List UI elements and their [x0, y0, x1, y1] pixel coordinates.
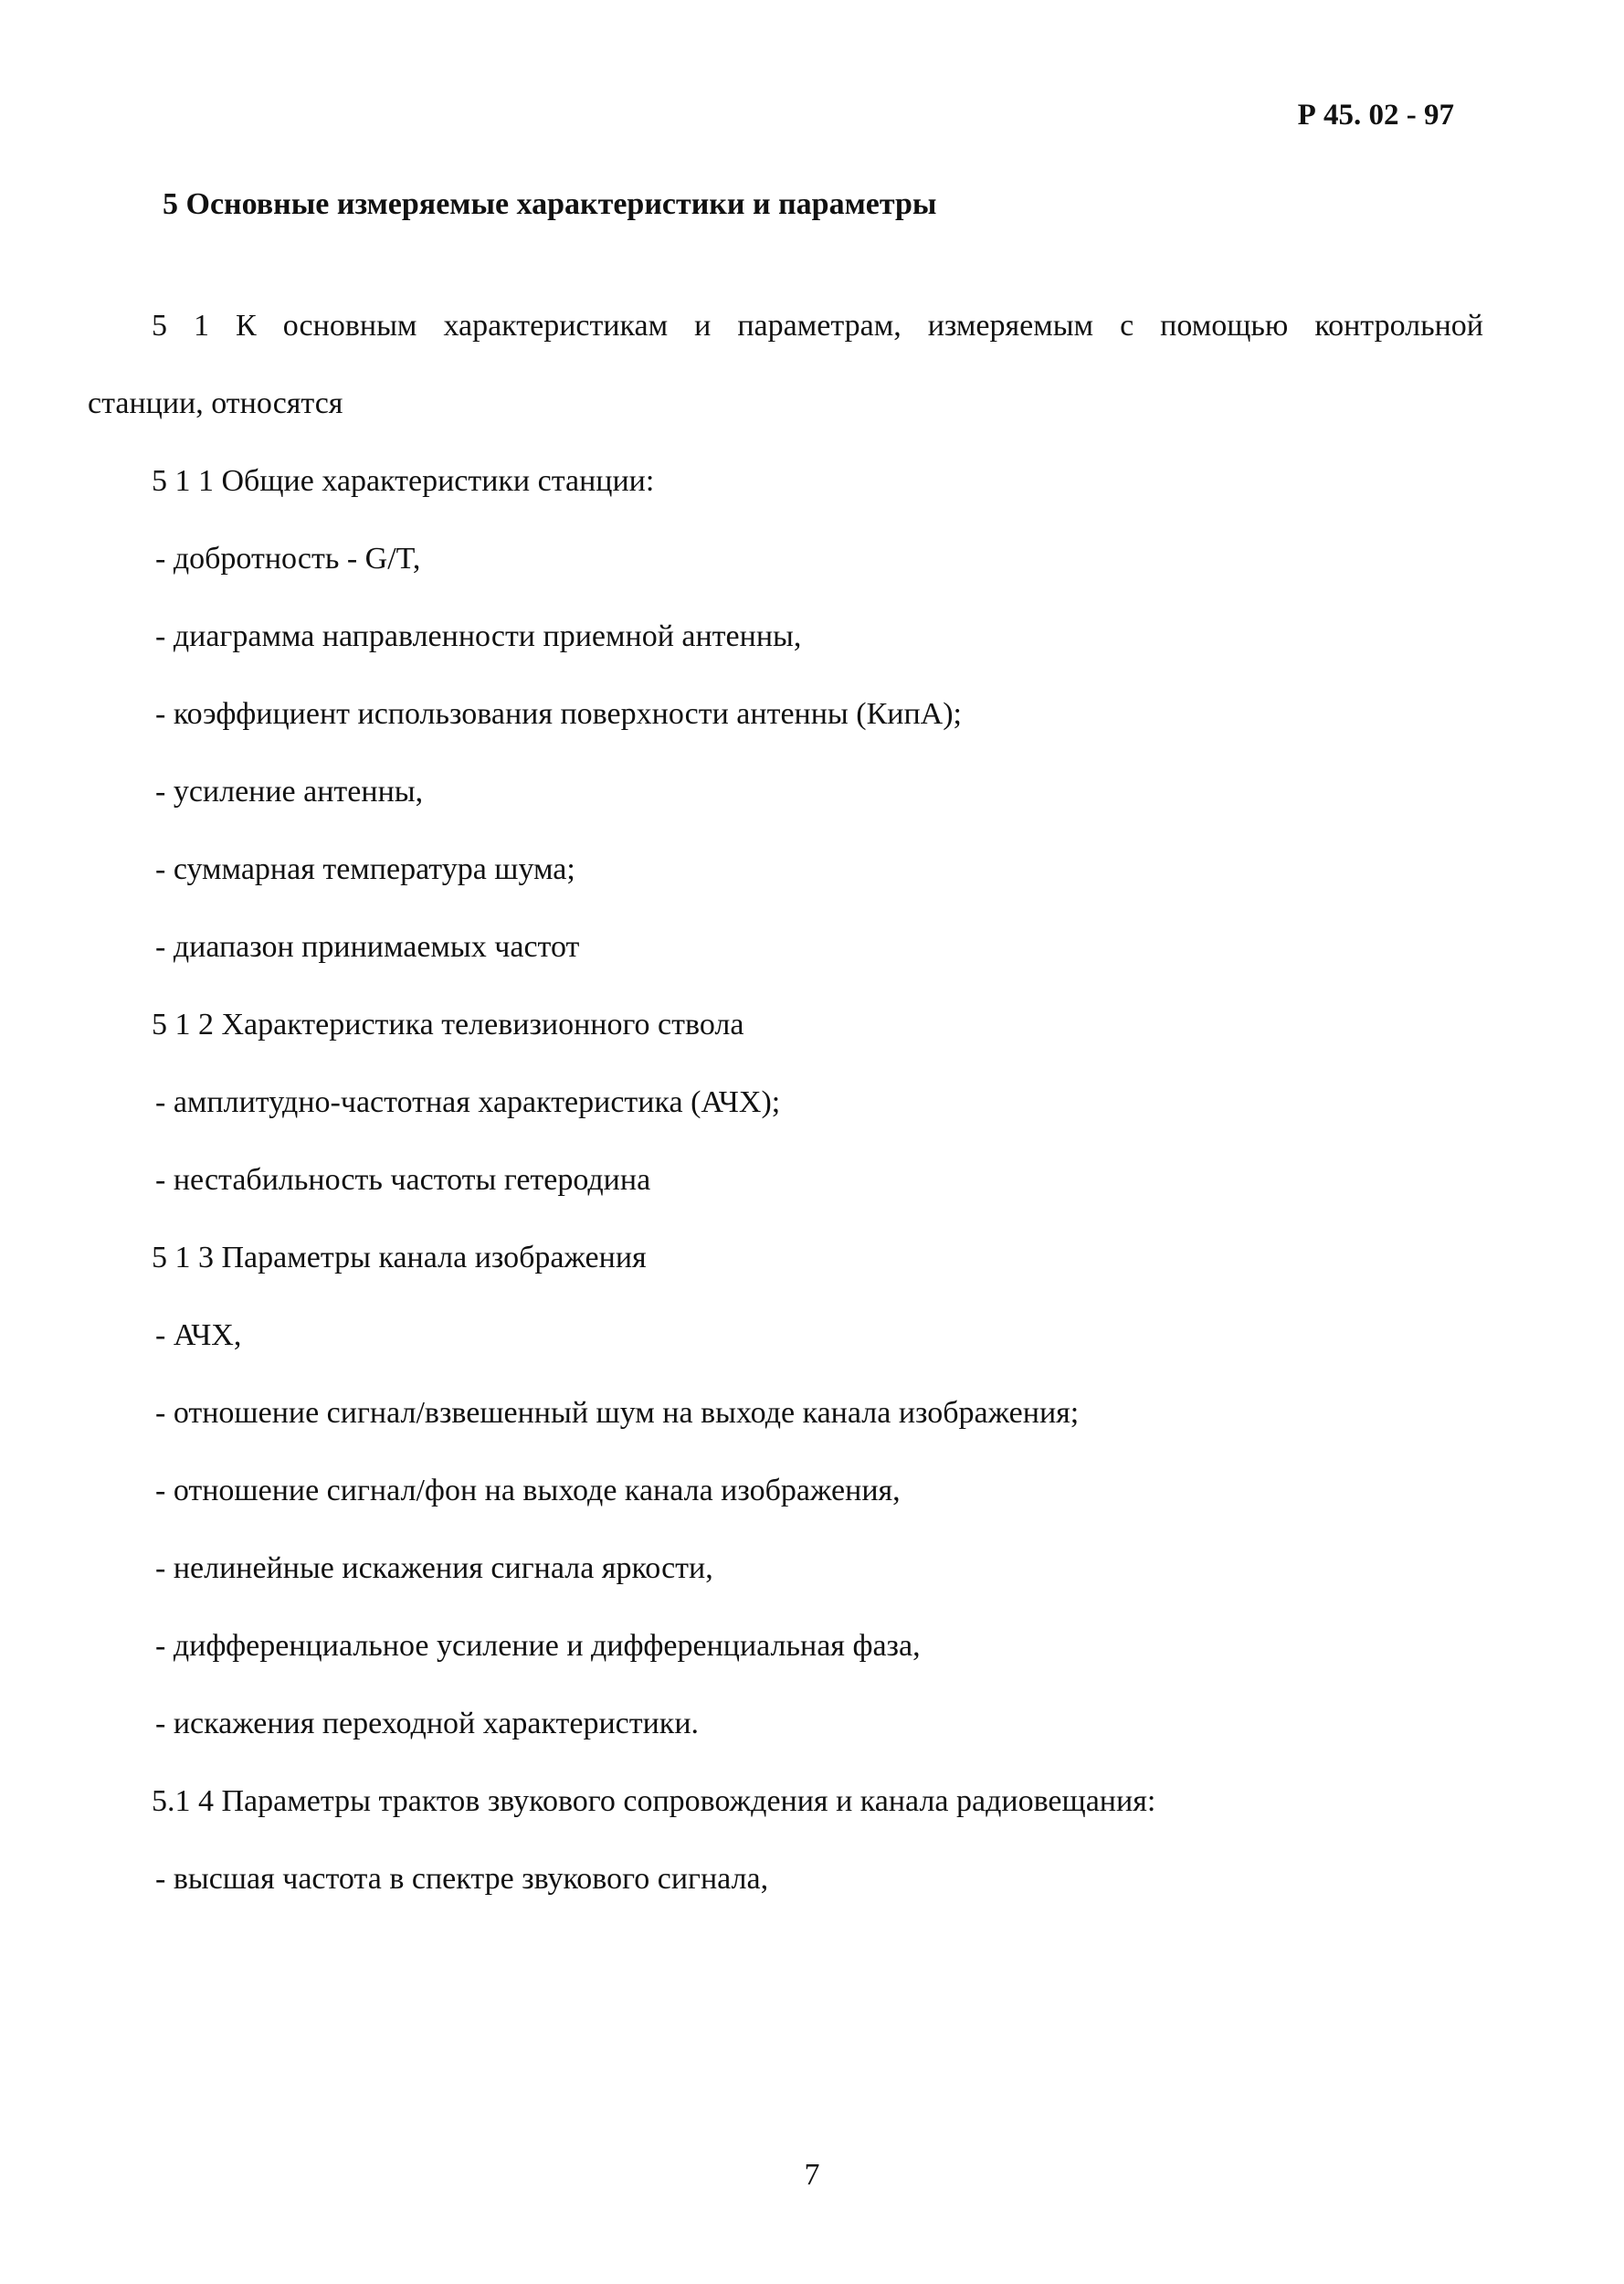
list-item: - диаграмма направленности приемной антенны,	[155, 619, 802, 653]
document-code: Р 45. 02 - 97	[1297, 99, 1454, 132]
list-item: - коэффициент использования поверхности антенны (КипА);	[155, 697, 962, 731]
list-item: - усиление антенны,	[155, 775, 424, 809]
list-item: - АЧХ,	[155, 1318, 242, 1352]
list-item: - суммарная температура шума;	[155, 852, 575, 886]
list-item: - отношение сигнал/фон на выходе канала изображения,	[155, 1474, 901, 1507]
list-item: - диапазон принимаемых частот	[155, 930, 580, 964]
list-item: - амплитудно-частотная характеристика (АЧХ);	[155, 1085, 781, 1119]
intro-paragraph-line-2: станции, относятся	[88, 386, 343, 420]
subsection-5-1-4-heading: 5.1 4 Параметры трактов звукового сопровождения и канала радиовещания:	[152, 1784, 1156, 1818]
subsection-5-1-2-heading: 5 1 2 Характеристика телевизионного ствола	[152, 1008, 744, 1042]
list-item: - добротность - G/T,	[155, 542, 421, 576]
intro-paragraph-line-1: 5 1 К основным характеристикам и параметрам, измеряемым с помощью контрольной	[152, 309, 1483, 343]
list-item: - высшая частота в спектре звукового сигнала,	[155, 1862, 769, 1896]
list-item: - дифференциальное усиление и дифференциальная фаза,	[155, 1629, 921, 1663]
list-item: - искажения переходной характеристики.	[155, 1707, 700, 1740]
subsection-5-1-3-heading: 5 1 3 Параметры канала изображения	[152, 1241, 647, 1274]
list-item: - нестабильность частоты гетеродина	[155, 1163, 651, 1197]
subsection-5-1-1-heading: 5 1 1 Общие характеристики станции:	[152, 464, 655, 498]
page-number: 7	[804, 2158, 820, 2192]
section-title: 5 Основные измеряемые характеристики и параметры	[163, 187, 937, 221]
list-item: - нелинейные искажения сигнала яркости,	[155, 1551, 713, 1585]
list-item: - отношение сигнал/взвешенный шум на выходе канала изображения;	[155, 1396, 1080, 1430]
